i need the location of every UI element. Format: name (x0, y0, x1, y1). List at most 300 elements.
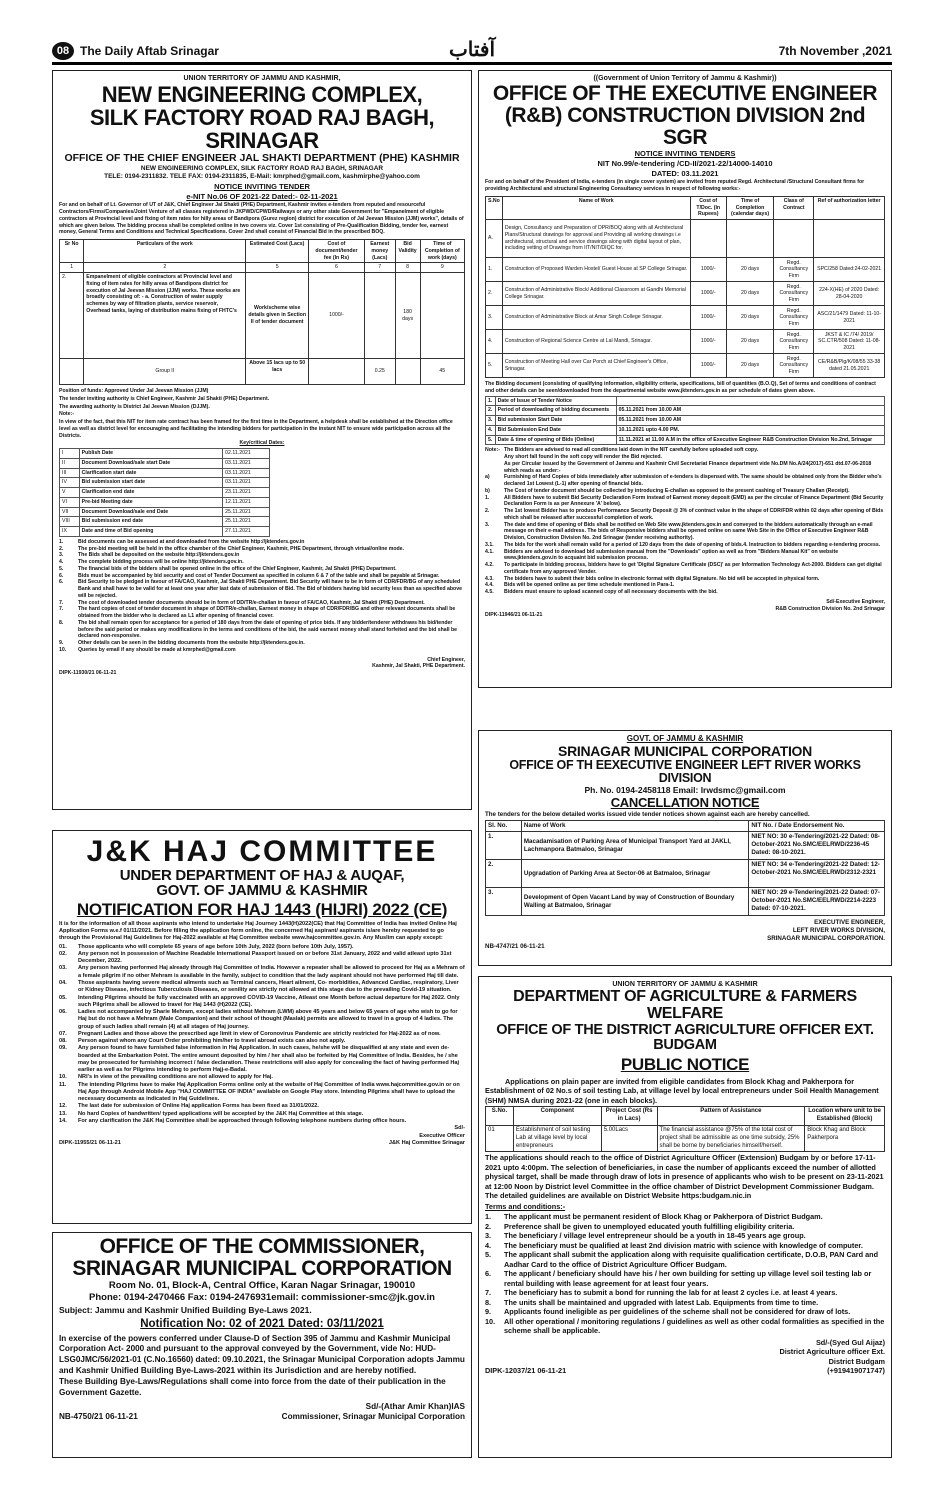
agri-table-header (486, 1107, 885, 1126)
agri-para: The applications should reach to the office of District Agriculture Officer (Extension) Budgam by or before 17-11-2021 upto 4:00pm. The selection of beneficiaries, in case the number of applicants exceed the number of allotted physical target, shall be made through draw of lots in presence of applicants who wish to be present on 23-11-2021 at 12:00 Noon by District level Committee in the office chamber of District Development Commissioner Budgam. The detailed guidelines are available on District Website https:budgam.nic.in (485, 1153, 884, 1201)
rnb-date-cell (616, 396, 884, 406)
phe-condition-text: The cost of downloaded tender documents should be in form of DD/TR/e-challan in favour of FA/CAO, Kashmir, Jal Shakti (PHE) Department. (78, 599, 425, 606)
phe-td: Group II (84, 359, 246, 385)
agri-title-2: OFFICE OF THE DISTRICT AGRICULTURE OFFICER EXT. BUDGAM (496, 1021, 874, 1053)
haj-item (59, 1103, 465, 1110)
phe-key-date-cell: I (60, 449, 80, 459)
rnb-note-number: 2. (485, 508, 490, 515)
rnb-note-number: 4.4. (485, 582, 494, 589)
agri-table-row (486, 1126, 885, 1152)
rnb-td: Design, Consultancy and Preparation of DPR/BOQ along with all Architectural Plans/Structural drawings for approval and Providing all working drawings i.e architectural, structural and service drawings along with digital layout of plan, including vetting of Drawings from IIT/NIT/DIQC for. (502, 220, 690, 258)
rnb-note-text: All Bidders have to submit Bid Security Declaration Form instead of Earnest money deposit (EMD) as per the circular of Finance Department (Bid Security Declaration Form is as per Annexure 'A' below). (504, 494, 884, 508)
phe-condition-text: The pre-bid meeting will be held in the office chamber of the Chief Engineer, Kashmir, PHE Department, through virtual/online mode. (78, 545, 404, 552)
rnb-note-number: 4.2. (485, 562, 494, 569)
phe-condition (59, 552, 465, 559)
rnb-note-number: b) (485, 487, 490, 494)
phe-td (395, 359, 420, 385)
rnb-table-row (486, 330, 885, 354)
phe-key-date-cell: 23.11.2021 (223, 488, 270, 498)
rnb-date-cell: 1. (486, 396, 496, 406)
phe-condition (59, 546, 465, 553)
rnb-note (485, 495, 885, 509)
rnb-td: 1000/- (690, 282, 726, 306)
rnb-note-number: 1. (485, 494, 490, 501)
rnb-notice-title: NOTICE INVITING TENDERS (634, 149, 736, 159)
agri-term-number: 6. (485, 1269, 492, 1279)
phe-key-date-cell: 12.11.2021 (223, 497, 270, 507)
rnb-table-row (486, 282, 885, 306)
agri-term-number: 1. (485, 1212, 492, 1222)
phe-key-date-row (60, 488, 270, 498)
haj-item-number: 13. (59, 1110, 67, 1117)
lrw-works-table (485, 820, 885, 916)
rnb-td: Regd. Consultancy Firm (774, 330, 814, 354)
haj-item-text: The last date for submission of Online Haj application Forms has been fixed as 31/01/2022. (78, 1103, 319, 1110)
agri-term-text: The applicant must be permanent resident of Block Khag or Pakherpora of District Budgam. (504, 1212, 823, 1222)
agri-th: Pattern of Assistance (657, 1107, 805, 1126)
rnb-note (485, 522, 885, 542)
rnb-td (690, 220, 726, 258)
phe-title-1: NEW ENGINEERING COMPLEX, (101, 82, 423, 108)
phe-condition (59, 606, 465, 620)
agri-td: Block Khag and Block Pakherpora (805, 1126, 885, 1152)
agri-td: The financial assistance @75% of the total cost of project shall be admissible as one time subsidy, 25% shall be borne by beneficiaries himself/herself. (657, 1126, 805, 1152)
phe-key-date-cell: Date and time of Bid opening (79, 527, 223, 537)
phe-key-date-cell: III (60, 468, 80, 478)
agri-term (485, 1298, 885, 1307)
phe-note-text: In view of the fact, that this NIT for item rate contract has been framed for the first time in the Department, a helpdesk shall be established at the Direction office level as well as district level for encouraging and facilitating the intending bidders for participation in the instant NIT to ensure wide participation across all the Districts. (59, 419, 453, 439)
agri-term-number: 2. (485, 1221, 492, 1231)
rnb-td: 20 days (726, 258, 774, 282)
rnb-td: JKST & IC /74/ 2019/ SC.CTR/508 Dated: 11-08-2021 (814, 330, 885, 354)
lrw-dipk: NB-4747/21 06-11-21 (485, 943, 545, 951)
rnb-note (485, 461, 885, 475)
rnb-th: S.No (486, 196, 503, 219)
paper-logo: آفتاب (448, 37, 496, 61)
lrw-govt-line: GOVT. OF JAMMU & KASHMIR (626, 734, 744, 743)
rnb-td: 4. (486, 330, 503, 354)
haj-item (59, 1118, 465, 1125)
rnb-date-cell: 4. (486, 425, 496, 435)
lrw-intro: The tenders for the below detailed works issued vide tender notices shown against each are hereby cancelled. (485, 811, 810, 819)
phe-key-date-cell: 03.11.2021 (223, 458, 270, 468)
phe-condition (59, 539, 465, 546)
phe-condition-text: The Bids shall be deposited on the website http://jktenders.gov.in (78, 552, 240, 559)
haj-item (59, 1031, 465, 1038)
rnb-td: 1000/- (690, 354, 726, 378)
lrw-td: Development of Open Vacant Land by way of Construction of Boundary Walling at Batmaloo, Srinagar (521, 888, 748, 916)
phe-condition-number: 3. (59, 552, 64, 559)
rnb-note (485, 576, 885, 583)
rnb-signature (485, 599, 885, 613)
haj-sd: Sd/- (454, 1125, 465, 1132)
rnb-date-cell: 3. (486, 416, 496, 426)
phe-condition-text: Bid Security to be pledged in favour of FA/CAO, Kashmir, Jal Shakti PHE Department. Bid Security will have to be in form of CDR/FDR/BG of any scheduled Bank and shall have to be valid for at least one year after last date of submission of Bid. The Bid of bidders having bid security less than as specified above will be rejected. (78, 579, 462, 599)
phe-notice-title: NOTICE INVITING TENDER (214, 181, 310, 191)
lrw-sign-3: SRINAGAR MUNICIPAL CORPORATION. (767, 935, 885, 943)
haj-item-number: 10. (59, 1074, 67, 1081)
rnb-td: Construction of Proposed Warden Hostel/ Guest House at SP College Srinagar. (502, 258, 690, 282)
comm-notification: Notification No: 02 of 2021 Dated: 03/11/2021 (140, 1317, 384, 1330)
phe-condition-number: 2. (59, 545, 64, 552)
rnb-table-row (486, 354, 885, 378)
haj-item-number: 09. (59, 1045, 67, 1052)
agri-terms-title: Terms and conditions:- (485, 1201, 566, 1211)
lrw-sign-1: EXECUTIVE ENGINEER, (814, 919, 885, 927)
rnb-date-cell: 11.11.2021 at 11.00 A.M in the office of Executive Engineer R&B Construction Division No.2nd, Srinagar (616, 435, 884, 445)
phe-condition (59, 579, 465, 599)
phe-sign-2: Kashmir, Jal Shakti, PHE Department. (372, 663, 465, 670)
haj-item-number: 14. (59, 1118, 67, 1125)
phe-td: Work/scheme wise details given in Section II of tender document (246, 273, 309, 359)
lrw-th: NIT No. / Date Endorsement No. (749, 821, 885, 832)
phe-award-authority: The awarding authority is District Jal Jeevan Mission (DJJM). (59, 403, 210, 410)
agri-th: Project Cost (Rs in Lacs) (601, 1107, 657, 1126)
lrw-title-2: OFFICE OF TH EEXECUTIVE ENGINEER LEFT RIVER WORKS DIVISION (509, 758, 861, 786)
phe-key-dates-table (59, 448, 270, 537)
agri-term-number: 5. (485, 1250, 492, 1260)
rnb-td: 224-X(HE) of 2020 Dated: 28-04-2020 (814, 282, 885, 306)
phe-key-date-row (60, 478, 270, 488)
rnb-date-cell: Date of Issue of Tender Notice (495, 396, 616, 406)
phe-th: Bid Validity (395, 240, 420, 263)
rnb-td (774, 220, 814, 258)
phe-th: Estimated Cost (Lacs) (246, 240, 309, 263)
haj-sign-2: J&K Haj Committee Srinagar (388, 1139, 465, 1146)
agri-term-text: The beneficiary must be qualified at least 2nd division matric with science with knowledge of computer. (504, 1240, 863, 1250)
rnb-td: 20 days (726, 330, 774, 354)
agri-term (485, 1288, 885, 1297)
agri-sign-name: Sd/-(Syed Gul Aijaz) (815, 1337, 885, 1347)
phe-key-date-row (60, 468, 270, 478)
agri-sign-title: District Agriculture officer Ext. (779, 1347, 885, 1357)
rnb-table-row (486, 306, 885, 330)
phe-td (60, 359, 84, 385)
lrw-td: NIET NO: 29 e-Tendering/2021-22 Dated: 07-October-2021 No.SMC/EELRWD/2214-2223 Dated: 07-10-2021. (749, 888, 885, 916)
phe-condition (59, 559, 465, 566)
phe-sign-1: Chief Engineer, (427, 656, 465, 663)
phe-th: Earnest money (Lacs) (364, 240, 395, 263)
rnb-note-text: The date and time of opening of Bids shall be notified on Web Site www.jktenders.gov.in and conveyed to the bidders automatically through an e-mail message on their e-mail address. The bids of Responsive bidders shall be opened online on same Web Site in the Office of Executive Engineer R&B Division, Construction Division No. 2nd Srinagar (tender receiving authority). (504, 521, 873, 542)
phe-condition-number: 7. (59, 606, 64, 613)
phe-key-date-cell: Publish Date (79, 449, 223, 459)
rnb-dipk: DIPK-11946/21 06-11-21 (485, 612, 543, 619)
lrw-td: 1. (486, 832, 522, 860)
phe-td (420, 273, 464, 359)
rnb-td (814, 220, 885, 258)
rnb-note-number: a) (485, 474, 490, 481)
phe-key-date-cell: 25.11.2021 (223, 517, 270, 527)
phe-condition-number: 8. (59, 619, 64, 626)
phe-key-date-cell: VII (60, 507, 80, 517)
agri-term-number: 4. (485, 1240, 492, 1250)
agri-td: Establishment of soil testing Lab at village level by local entrepreneurs (513, 1126, 601, 1152)
phe-td: 5 (246, 263, 309, 273)
haj-item-number: 11. (59, 1081, 67, 1088)
phe-td: 8 (395, 263, 420, 273)
agri-th: Location where unit to be Established (Block) (805, 1107, 885, 1126)
issue-date: 7th November ,2021 (778, 44, 892, 58)
haj-item-number: 04. (59, 979, 67, 986)
agri-signature (485, 1338, 885, 1366)
rnb-note (485, 454, 885, 461)
rnb-td: Construction of Meeting Hall over Car Porch at Chief Engineer's Office, Srinagar. (502, 354, 690, 378)
rnb-td: 20 days (726, 354, 774, 378)
phe-td: 1000/- (309, 273, 365, 359)
rnb-note-text: The Bidders are advised to read all conditions laid down in the NIT carefully before uploaded soft copy. (504, 447, 759, 454)
phe-key-date-cell: Document Download/sale end Date (79, 507, 223, 517)
agri-term-number: 10. (485, 1316, 496, 1326)
rnb-sign-1: Sd/-Executive Engineer, (826, 598, 885, 605)
phe-key-date-cell: Bid submission end date (79, 517, 223, 527)
comm-contact: Phone: 0194-2470466 Fax: 0194-2476931email: commissioner-smc@jk.gov.in (89, 1292, 435, 1304)
rnb-govt-line: ((Government of Union Territory of Jammu & Kashmir)) (593, 75, 777, 82)
rnb-note (485, 447, 885, 454)
rnb-title-1: OFFICE OF THE EXECUTIVE ENGINEER (492, 82, 878, 106)
rnb-note-text: Bidders must ensure to upload scanned copy of all necessary documents with the bid. (504, 589, 718, 596)
haj-item-text: NRI's in view of the prevailing conditions are not allowed to apply for Haj. (78, 1074, 273, 1081)
agri-term-text: All other operational / monitoring regulations / guidelines as well as other codal formalities as specified in the scheme shall be applicable. (504, 1316, 885, 1336)
phe-key-date-row (60, 449, 270, 459)
comm-address: Room No. 01, Block-A, Central Office, Karan Nagar Srinagar, 190010 (108, 1280, 416, 1292)
phe-condition (59, 640, 465, 647)
phe-condition-number: 9. (59, 640, 64, 647)
haj-title: J&K HAJ COMMITTEE (86, 835, 438, 868)
phe-key-date-cell: 03.11.2021 (223, 478, 270, 488)
agri-term (485, 1222, 885, 1231)
comm-footer (59, 1412, 465, 1423)
agri-term-text: The applicant shall submit the application along with requisite qualification certificate, D.O.B, PAN Card and Aadhar Card to the office of District Agriculture Officer Budgam. (504, 1250, 879, 1269)
phe-condition-text: The complete bidding process will be online http://jktenders.gov.in. (78, 559, 244, 566)
phe-key-date-cell: VI (60, 497, 80, 507)
phe-key-date-cell: II (60, 458, 80, 468)
agri-notice-title: PUBLIC NOTICE (620, 1055, 750, 1075)
agri-term-text: The units shall be maintained and upgraded with latest Lab. Equipments from time to time. (504, 1297, 819, 1307)
rnb-nit-number: NIT No.99/e-tendering /CD-II/2021-22/14000-14010 (597, 158, 773, 168)
phe-key-date-cell: Pre-bid Meeting date (79, 497, 223, 507)
agri-term (485, 1269, 885, 1288)
rnb-sign-2: R&B Construction Division No. 2nd Srinagar (775, 605, 885, 612)
agri-intro: Applications on plain paper are invited from eligible candidates from Block Khag and Pakherpora for Establishment of 02 No.s of soil testing Lab, at village level by local entrepreneurs under Soil Health Management (SHM) NMSA during 2021-22 (one in each blocks). (485, 1076, 879, 1105)
haj-item-number: 06. (59, 1009, 67, 1016)
phe-key-date-cell: Document Download/sale start Date (79, 458, 223, 468)
haj-item (59, 1074, 465, 1081)
phe-td: 0.25 (364, 359, 395, 385)
haj-items-list (59, 944, 465, 1126)
phe-key-date-row (60, 507, 270, 517)
lrw-title-1: SRINAGAR MUNICIPAL CORPORATION (558, 743, 812, 760)
haj-signature (59, 1125, 465, 1140)
rnb-note (485, 488, 885, 495)
phe-note-label: Note:- (59, 411, 74, 418)
rnb-date-cell: Bid submission Start Date (495, 416, 616, 426)
lrw-sign-2: LEFT RIVER WORKS DIVISION, (792, 927, 885, 935)
rnb-note-number: 3. (485, 521, 490, 528)
rnb-note (485, 589, 885, 596)
comm-dipk: NB-4750/21 06-11-21 (59, 1412, 138, 1422)
phe-key-date-cell: Clarification start date (79, 468, 223, 478)
rnb-td: 1000/- (690, 258, 726, 282)
rnb-date-cell: 05.11.2021 from 10.00 AM (616, 406, 884, 416)
rnb-bidding-note: The Bidding document (consisting of qualifying information, eligibility criteria, specifications, bill of quantities (B.O.Q), Set of terms and conditions of contract and other details can be seen/downloaded from the departmental website www.jktenders.gov.in as per schedule of dates given above. (485, 381, 876, 394)
comm-title-2: SRINAGAR MUNICIPAL CORPORATION (72, 1257, 452, 1281)
phe-condition (59, 600, 465, 607)
comm-para-1: In exercise of the powers conferred under Clause-D of Section 395 of Jammu and Kashmir Municipal Corporation Act- 2000 and pursuant to the approval conveyed by the Government, vide No: HUD-LSG0JMC/56/2021-01 (C.No.16560) dated: 09.10.2021, the Srinagar Municipal Corporation adopts Jammu and Kashmir Unified Building Bye-Laws-2021 within its Jurisdiction and are hereby notified. (59, 1333, 465, 1375)
ad-haj-committee (52, 830, 472, 1224)
phe-table-header (60, 240, 465, 263)
phe-condition-number: 10. (59, 646, 67, 653)
rnb-td: Construction of Administrative Block/ Additional Classroom at Gandhi Memorial College Srinagar. (502, 282, 690, 306)
rnb-dates-table (485, 396, 885, 446)
phe-table-numbers (60, 263, 465, 273)
agri-ut-line: UNION TERRITORY OF JAMMU & KASHMIR (612, 981, 758, 988)
rnb-note-number (485, 454, 501, 461)
rnb-th: Class of Contract (774, 196, 814, 219)
phe-condition-text: Bids must be accompanied by bid security and cost of Tender Document as specified in column 6 & 7 of the table and shall be payable at Srinagar. (78, 572, 440, 579)
agri-th: Component (513, 1107, 601, 1126)
rnb-note-text: The bidders have to submit their bids online in electronic format with digital Signature. No bid will be accepted in physical form. (504, 575, 820, 582)
phe-key-date-cell: VIII (60, 517, 80, 527)
agri-td: 01 (486, 1126, 514, 1152)
phe-condition-text: Bid documents can be assessed at and downloaded from the website http://jktenders.gov.in (78, 538, 305, 545)
lrw-table-row (486, 832, 885, 860)
phe-key-date-cell: 27.11.2021 (223, 527, 270, 537)
rnb-note-number: 4.5. (485, 589, 494, 596)
rnb-td: A. (486, 220, 503, 258)
rnb-intro: For and on behalf of the President of India, e-tenders (in single cover system) are invited from reputed Regd. Architectural /Structural Consultant firms for providing Architectural and structural Engineering Consultancy services in respect of following works:- (485, 179, 865, 193)
phe-td: 2 (84, 263, 246, 273)
phe-condition (59, 566, 465, 573)
phe-key-date-row (60, 527, 270, 537)
rnb-td: 20 days (726, 282, 774, 306)
haj-item-text: Those applicants who will complete 65 years of age before 10th July, 2022 (born before 10th July, 1957). (78, 943, 354, 950)
phe-key-dates-title: Key/critical Dates: (239, 440, 285, 447)
rnb-note-number: 4.3. (485, 575, 494, 582)
phe-key-date-cell: IV (60, 478, 80, 488)
haj-item-text: For any clarification the J&K Haj Committee shall be approached through following telephone numbers during office hours. (78, 1118, 407, 1125)
rnb-td: 3. (486, 306, 503, 330)
ad-phe-tender (52, 70, 472, 810)
comm-para-2: These Building Bye-Laws/Regulations shall come into force from the date of their publication in the Government Gazette. (59, 1377, 446, 1397)
lrw-table-row (486, 888, 885, 916)
rnb-td: Regd. Consultancy Firm (774, 306, 814, 330)
ad-smc-cancellation (478, 730, 892, 966)
phe-th: Sr No (60, 240, 84, 263)
rnb-td (726, 220, 774, 258)
haj-item (59, 980, 465, 995)
page-number-badge: 08 (52, 42, 74, 60)
agri-term-number: 8. (485, 1297, 492, 1307)
ad-rnb-tender (478, 70, 892, 688)
rnb-note (485, 474, 885, 488)
haj-item-text: Person against whom any Court Order prohibiting him/her to travel abroad exists can also not apply. (78, 1038, 346, 1045)
comm-subject: Subject: Jammu and Kashmir Unified Building Bye-Laws 2021. (59, 1304, 312, 1315)
phe-table-row (60, 273, 465, 359)
haj-item (59, 944, 465, 951)
agri-term (485, 1212, 885, 1221)
rnb-note-number: Note:- (485, 447, 500, 454)
rnb-th: Ref of authorization letter (814, 196, 885, 219)
phe-td: Above 15 lacs up to 50 lacs (246, 359, 309, 385)
rnb-date-cell: 10.11.2021 upto 4.00 PM. (616, 425, 884, 435)
haj-item-text: The intending Pilgrims have to make Haj Application Forms online only at the website of Haj Committee of India www.hajcommittee.gov.in or on Haj App through Android Mobile App "HAJ COMMITTEE OF INDIA" available on Google Play store. Intending Pilgrims shall have to upload the necessary documents as indicated in Haj Guidelines. (78, 1081, 460, 1103)
phe-ut-line: UNION TERRITORY OF JAMMU AND KASHMIR, (183, 75, 341, 82)
rnb-td: Construction of Administrative Block at Amar Singh College Srinagar. (502, 306, 690, 330)
agri-footer (485, 1366, 885, 1375)
rnb-note (485, 582, 885, 589)
agri-title-1: DEPARTMENT OF AGRICULTURE & FARMERS WELFARE (513, 988, 857, 1022)
rnb-td: Regd. Consultancy Firm (774, 354, 814, 378)
agri-term (485, 1307, 885, 1316)
rnb-td: Construction of Regional Science Centre at Lal Mandi, Srinagar. (502, 330, 690, 354)
haj-item (59, 951, 465, 966)
phe-key-date-cell: 03.11.2021 (223, 468, 270, 478)
rnb-th: Time of Completion (calendar days) (726, 196, 774, 219)
phe-key-date-cell: IX (60, 527, 80, 537)
agri-term (485, 1317, 885, 1336)
rnb-th: Name of Work (502, 196, 690, 219)
rnb-th: Cost of T/Doc. (In Rupees) (690, 196, 726, 219)
phe-th: Time of Completion of work (days) (420, 240, 464, 263)
phe-td: Empanelment of eligible contractors at Provincial level and fixing of item rates for hilly areas of Bandipora district for execution of Jal Jeevan Mission (JJM) works. These works are broadly consisting of: - a. Construction of water supply schemes by way of filtration plants, service reservoir, Overhead tanks, laying of distribution mains fixing of FHTC's (84, 273, 246, 359)
haj-item-text: No hard Copies of handwritten/ typed applications will be accepted by the J&K Haj Committee at this stage. (78, 1110, 364, 1117)
phe-position-funds: Position of funds: Approved Under Jal Jeevan Mission (JJM) (59, 388, 209, 395)
phe-work-table (59, 239, 465, 385)
haj-sub-1: UNDER DEPARTMENT OF HAJ & AUQAF, (119, 866, 405, 884)
phe-dipk: DIPK-11930/21 06-11-21 (59, 670, 117, 677)
phe-th: Particulars of the work (84, 240, 246, 263)
rnb-note (485, 562, 885, 576)
haj-sub-2: GOVT. OF JAMMU & KASHMIR (156, 882, 368, 900)
agri-terms-list (485, 1212, 885, 1335)
lrw-signature (485, 919, 885, 943)
rnb-note-number: 4.1. (485, 548, 494, 555)
agri-sign-phone: (+919419071747) (827, 1366, 885, 1376)
rnb-date-cell: Period of downloading of bidding documents (495, 406, 616, 416)
phe-condition-number: 7. (59, 599, 64, 606)
agri-term-text: The beneficiary has to submit a bond for running the lab for at least 2 cycles i.e. at least 4 years. (504, 1288, 838, 1298)
agri-dipk: DIPK-12037/21 06-11-21 (485, 1366, 567, 1376)
lrw-th: Name of Work (521, 821, 748, 832)
haj-item (59, 1045, 465, 1074)
rnb-note-text: As per Circular issued by the Government of Jammu and Kashmir Civil Secretariat Finance department vide No.DM No.A/24(2017)-651 dtd.07-06-2018 which reads as under:- (504, 460, 872, 474)
haj-item-number: 08. (59, 1038, 67, 1045)
rnb-date-cell: Bid Submission End Date (495, 425, 616, 435)
haj-intro: It is for the information of all those aspirants who intend to undertake Haj Journey 1443(H)2022(CE) that Haj Committee of India has invited Online Haj Application Forms w.e.f 01/11/2021. Before filling the application form online, the concerned Haj aspirant/ aspirants is/are hereby requested to go through the Provisional Haj Guidelines for Haj-2022 available at Haj Committee website www.hajcommittee.gov.in. Any Muslim can apply except: (59, 920, 457, 942)
haj-sign-1: Executive Officer (419, 1132, 465, 1139)
lrw-table-row (486, 860, 885, 888)
rnb-td: 1. (486, 258, 503, 282)
rnb-note-text: The Cost of tender document should be collected by introducing E-challan as opposed to the present cashing of Treasury Challan (Receipt). (504, 487, 850, 494)
rnb-note-text: To participate in bidding process, bidders have to get 'Digital Signature Certificate (DSC)' as per Information Technology Act-2000. Bidders can get digital certificate from any approved Vender. (504, 562, 882, 575)
phe-td: 2. (60, 273, 84, 359)
phe-condition-number: 4. (59, 559, 64, 566)
haj-item (59, 1038, 465, 1045)
phe-key-date-row (60, 497, 270, 507)
phe-condition-text: The hard copies of cost of tender document in shape of DD/TR/e-challan, Earnest money in shape of CDR/FDR/BG and other relevant documents shall be obtained from the bidder who is declared as L1 after opening of financial cover. (78, 606, 456, 620)
lrw-td: NIET NO: 34 e-Tendering/2021-22 Dated: 12-October-2021 No.SMC/EELRWD/2312-2321 (749, 860, 885, 888)
phe-tender-authority: The tender inviting authority is Chief Engineer, Kashmir Jal Shakti (PHE) Department. (59, 395, 270, 402)
phe-td (364, 273, 395, 359)
agri-term (485, 1250, 885, 1269)
rnb-note (485, 542, 885, 549)
rnb-date-row (486, 416, 885, 426)
phe-td: 6 (309, 263, 365, 273)
comm-title-1: OFFICE OF THE COMMISSIONER, (99, 1235, 425, 1258)
agri-term-number: 7. (485, 1288, 492, 1298)
rnb-table-header (486, 196, 885, 219)
phe-address: NEW ENGINEERING COMPLEX, SILK FACTORY ROAD RAJ BAGH, SRINAGAR (140, 164, 384, 172)
